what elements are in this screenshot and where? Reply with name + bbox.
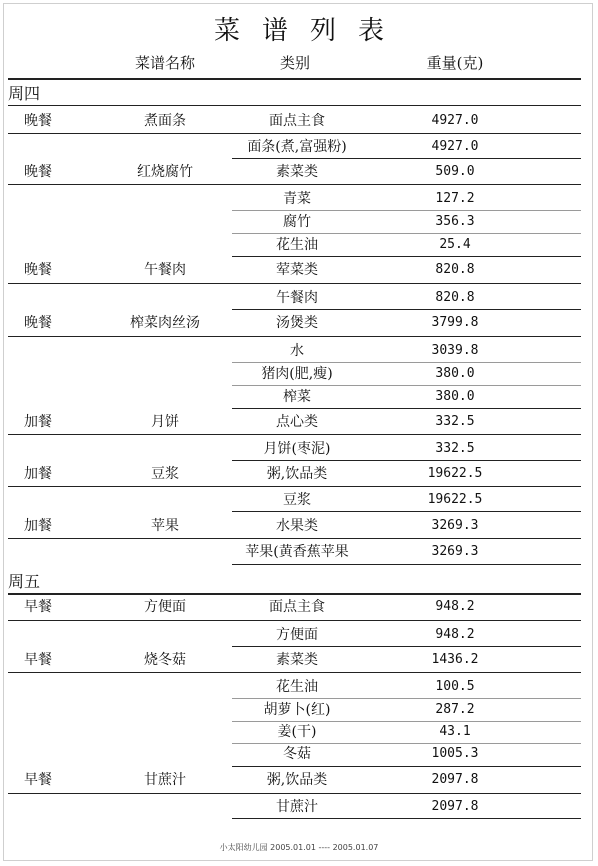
divider bbox=[232, 408, 581, 409]
ingredient-name: 方便面 bbox=[276, 627, 318, 643]
divider bbox=[232, 460, 581, 461]
ingredient-weight: 4927.0 bbox=[431, 139, 479, 154]
divider bbox=[232, 309, 581, 310]
dish-name: 烧冬菇 bbox=[144, 652, 186, 668]
dish-weight: 948.2 bbox=[435, 599, 475, 614]
dish-category: 粥,饮品类 bbox=[266, 466, 328, 482]
meal-label: 晚餐 bbox=[24, 262, 52, 278]
dish-name: 煮面条 bbox=[144, 113, 186, 129]
dish-category: 素菜类 bbox=[276, 652, 318, 668]
divider bbox=[8, 336, 581, 337]
ingredient-name: 水 bbox=[290, 343, 304, 359]
divider bbox=[8, 133, 581, 134]
divider bbox=[8, 593, 581, 595]
ingredient-weight: 948.2 bbox=[435, 627, 475, 642]
day-label-friday: 周五 bbox=[8, 572, 41, 591]
dish-weight: 332.5 bbox=[435, 414, 475, 429]
divider bbox=[8, 184, 581, 185]
dish-category: 水果类 bbox=[276, 518, 318, 534]
dish-weight: 19622.5 bbox=[427, 466, 483, 481]
divider bbox=[8, 105, 581, 106]
divider bbox=[232, 256, 581, 257]
ingredient-name: 冬菇 bbox=[283, 746, 311, 762]
ingredient-weight: 127.2 bbox=[435, 191, 475, 206]
day-label-thursday: 周四 bbox=[8, 84, 41, 103]
ingredient-name: 姜(干) bbox=[277, 724, 317, 740]
ingredient-weight: 3269.3 bbox=[431, 544, 479, 559]
divider bbox=[232, 818, 581, 819]
dish-weight: 3799.8 bbox=[431, 315, 479, 330]
ingredient-weight: 332.5 bbox=[435, 441, 475, 456]
dish-weight: 3269.3 bbox=[431, 518, 479, 533]
dish-name: 红烧腐竹 bbox=[137, 164, 193, 180]
divider bbox=[8, 434, 581, 435]
ingredient-name: 月饼(枣泥) bbox=[263, 441, 331, 457]
ingredient-weight: 43.1 bbox=[439, 724, 471, 739]
dish-name: 月饼 bbox=[151, 414, 179, 430]
dish-category: 面点主食 bbox=[269, 113, 325, 129]
dish-name: 方便面 bbox=[144, 599, 186, 615]
divider bbox=[232, 646, 581, 647]
dish-name: 豆浆 bbox=[151, 466, 179, 482]
ingredient-weight: 356.3 bbox=[435, 214, 475, 229]
ingredient-name: 青菜 bbox=[283, 191, 311, 207]
ingredient-weight: 380.0 bbox=[435, 389, 475, 404]
divider bbox=[232, 721, 581, 722]
divider bbox=[8, 672, 581, 673]
dish-weight: 4927.0 bbox=[431, 113, 479, 128]
header-category: 类别 bbox=[279, 54, 310, 72]
dish-category: 素菜类 bbox=[276, 164, 318, 180]
divider bbox=[232, 158, 581, 159]
ingredient-name: 甘蔗汁 bbox=[276, 799, 318, 815]
ingredient-weight: 380.0 bbox=[435, 366, 475, 381]
meal-label: 加餐 bbox=[24, 518, 52, 534]
ingredient-name: 腐竹 bbox=[283, 214, 311, 230]
divider bbox=[232, 766, 581, 767]
dish-category: 点心类 bbox=[276, 414, 318, 430]
meal-label: 加餐 bbox=[24, 414, 52, 430]
divider bbox=[232, 362, 581, 363]
meal-label: 晚餐 bbox=[24, 113, 52, 129]
dish-weight: 2097.8 bbox=[431, 772, 479, 787]
dish-category: 粥,饮品类 bbox=[266, 772, 328, 788]
ingredient-name: 苹果(黄香蕉苹果 bbox=[245, 544, 349, 560]
meal-label: 加餐 bbox=[24, 466, 52, 482]
dish-name: 甘蔗汁 bbox=[144, 772, 186, 788]
ingredient-name: 午餐肉 bbox=[276, 290, 318, 306]
ingredient-name: 面条(煮,富强粉) bbox=[247, 139, 347, 155]
ingredient-weight: 1005.3 bbox=[431, 746, 479, 761]
meal-label: 早餐 bbox=[24, 599, 52, 615]
dish-name: 苹果 bbox=[151, 518, 179, 534]
ingredient-weight: 820.8 bbox=[435, 290, 475, 305]
ingredient-name: 花生油 bbox=[276, 679, 318, 695]
divider bbox=[232, 564, 581, 565]
dish-name: 午餐肉 bbox=[144, 262, 186, 278]
ingredient-weight: 19622.5 bbox=[427, 492, 483, 507]
ingredient-name: 豆浆 bbox=[283, 492, 311, 508]
ingredient-name: 胡萝卜(红) bbox=[263, 702, 331, 718]
divider bbox=[232, 385, 581, 386]
dish-weight: 509.0 bbox=[435, 164, 475, 179]
divider bbox=[8, 620, 581, 621]
divider bbox=[232, 233, 581, 234]
header-dish-name: 菜谱名称 bbox=[134, 54, 195, 72]
ingredient-name: 花生油 bbox=[276, 237, 318, 253]
header-weight: 重量(克) bbox=[426, 54, 484, 72]
ingredient-weight: 287.2 bbox=[435, 702, 475, 717]
divider bbox=[8, 793, 581, 794]
ingredient-weight: 25.4 bbox=[439, 237, 471, 252]
dish-category: 面点主食 bbox=[269, 599, 325, 615]
divider bbox=[232, 210, 581, 211]
dish-name: 榨菜肉丝汤 bbox=[130, 315, 200, 331]
divider bbox=[232, 743, 581, 744]
dish-category: 荤菜类 bbox=[276, 262, 318, 278]
ingredient-weight: 3039.8 bbox=[431, 343, 479, 358]
dish-weight: 820.8 bbox=[435, 262, 475, 277]
ingredient-weight: 2097.8 bbox=[431, 799, 479, 814]
header-rule bbox=[8, 78, 581, 80]
dish-weight: 1436.2 bbox=[431, 652, 479, 667]
divider bbox=[8, 486, 581, 487]
page-title: 菜谱列表 bbox=[213, 16, 406, 46]
column-header-row bbox=[0, 52, 598, 76]
ingredient-name: 榨菜 bbox=[283, 389, 311, 405]
dish-category: 汤煲类 bbox=[276, 315, 318, 331]
meal-label: 早餐 bbox=[24, 652, 52, 668]
divider bbox=[232, 511, 581, 512]
divider bbox=[8, 283, 581, 284]
divider bbox=[232, 698, 581, 699]
footer-text: 小太阳幼儿园 2005.01.01 ---- 2005.01.07 bbox=[219, 843, 379, 852]
meal-label: 晚餐 bbox=[24, 315, 52, 331]
ingredient-weight: 100.5 bbox=[435, 679, 475, 694]
meal-label: 晚餐 bbox=[24, 164, 52, 180]
divider bbox=[8, 538, 581, 539]
meal-label: 早餐 bbox=[24, 772, 52, 788]
ingredient-name: 猪肉(肥,瘦) bbox=[261, 366, 333, 382]
